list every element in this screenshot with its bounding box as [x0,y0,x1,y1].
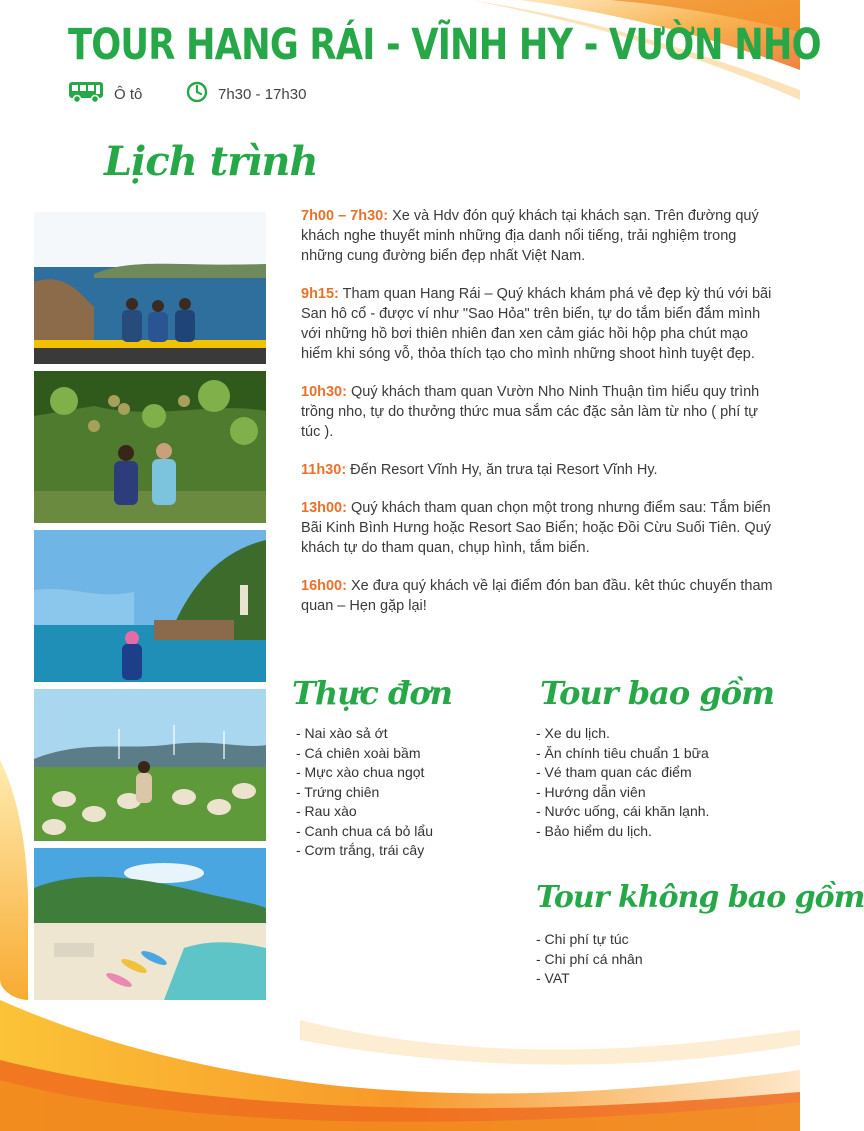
schedule-text: Tham quan Hang Rái – Quý khách khám phá vẻ đẹp kỳ thú với bãi San hô cổ - được ví như "Sao Hỏa" trên biển, tự do tắm biển đắm mình với những hồ bơi thiên nhiên đan xen cảm giác hồi hộp pha chút mạo hiểm khi sóng vỗ, thỏa thích tạo cho mình những shoot hình tuyệt đẹp. [301,286,772,362]
list-item: - Hướng dẫn viên [536,783,646,800]
schedule-text: Quý khách tham quan Vườn Nho Ninh Thuận tìm hiểu quy trình trồng nho, tự do thưởng thức mua sắm các đặc sản làm từ nho ( phí tự túc ). [301,384,760,440]
schedule-text: Quý khách tham quan chọn một trong nhưng điểm sau: Tắm biển Bãi Kinh Bình Hưng hoặc Resort Sao Biển; hoặc Đồi Cừu Suối Tiên. Quý khách tự do tham quan, chụp hình, tắm biển. [301,500,771,556]
list-item: - Canh chua cá bỏ lẩu [296,822,433,839]
list-item: - Ăn chính tiêu chuẩn 1 bữa [536,744,709,761]
schedule-text: Đến Resort Vĩnh Hy, ăn trưa tại Resort Vĩnh Hy. [346,462,658,478]
schedule-item [301,460,775,480]
menu-list [296,724,433,861]
list-item: - Chi phí tự túc [536,931,629,947]
schedule-time: 13h00: [301,500,347,516]
time-range-label: 7h30 - 17h30 [218,85,307,103]
schedule-time: 9h15: [301,286,339,302]
itinerary-heading: Lịch trình [104,138,318,185]
list-item: - Rau xào [296,803,357,819]
schedule-item [301,382,775,442]
list-item: - Mực xào chua ngọt [296,764,425,780]
bus-icon [68,80,104,109]
schedule-item [301,498,775,558]
list-item: - Bảo hiểm du lịch. [536,822,652,839]
photo-hang-rai-bay [34,212,266,364]
schedule-time: 16h00: [301,578,347,594]
list-item: - VAT [536,970,570,986]
schedule-text: Xe và Hdv đón quý khách tại khách sạn. Trên đường quý khách nghe thuyết minh những địa danh nổi tiếng, trải nghiệm trong những cung đường biển đẹp nhất Việt Nam. [301,208,759,264]
photo-vinh-hy-resort [34,530,266,682]
clock-icon [186,81,208,108]
photo-sheep-field [34,689,266,841]
time-info [186,82,306,106]
included-list [536,724,709,841]
schedule-text: Xe đưa quý khách về lại điểm đón ban đầu. kêt thúc chuyến tham quan – Hẹn gặp lại! [301,578,773,614]
schedule-time: 10h30: [301,384,347,400]
menu-heading: Thực đơn [292,674,452,712]
list-item: - Vé tham quan các điểm [536,764,692,780]
transport-info [68,82,142,106]
schedule-time: 7h00 – 7h30: [301,208,389,224]
list-item: - Chi phí cá nhân [536,950,643,967]
list-item: - Nai xào sả ớt [296,725,388,741]
photo-vineyard [34,371,266,523]
photo-column [34,212,266,1007]
excluded-list [536,930,643,989]
list-item: - Nước uống, cái khăn lạnh. [536,803,710,819]
list-item: - Cá chiên xoài bầm [296,744,421,761]
photo-beach-kayaks [34,848,266,1000]
transport-label: Ô tô [114,85,143,103]
page-title: TOUR HANG RÁI - VĨNH HY - VƯỜN NHO [68,20,821,70]
schedule-item [301,284,775,364]
list-item: - Cơm trắng, trái cây [296,842,425,858]
included-heading: Tour bao gồm [540,674,774,712]
excluded-heading: Tour không bao gồm [536,880,864,915]
schedule-item [301,206,775,266]
schedule-item [301,576,775,616]
list-item: - Xe du lịch. [536,725,610,741]
schedule-time: 11h30: [301,462,347,478]
list-item: - Trứng chiên [296,783,380,800]
itinerary-list [301,206,775,634]
